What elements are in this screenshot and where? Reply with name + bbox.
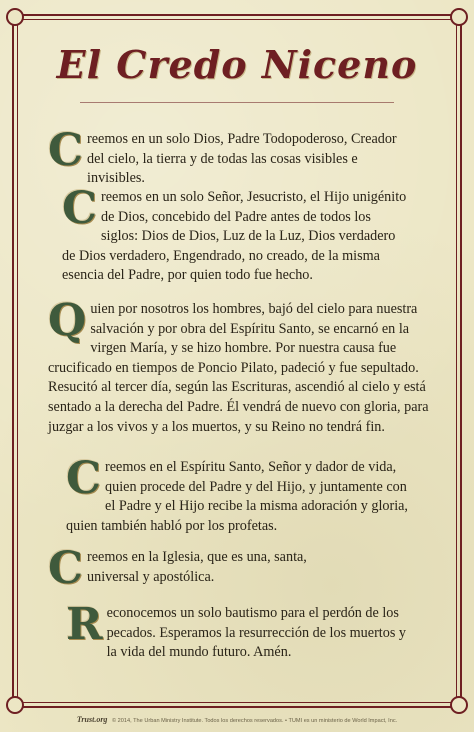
corner-ornament-icon <box>6 696 24 714</box>
paragraph-text: econocemos un solo bautismo para el perdón de los pecados. Esperamos la resurrección de los muertos y la vida del mundo futuro. Amén. <box>106 605 406 661</box>
creed-paragraph-5 <box>48 543 318 594</box>
title-divider <box>80 102 394 103</box>
dropcap-letter: C <box>62 183 98 234</box>
dropcap-letter: Q <box>48 295 87 346</box>
page-title: El Credo Niceno <box>56 42 418 87</box>
creed-paragraph-6 <box>66 599 414 663</box>
creed-paragraph-4 <box>66 453 414 536</box>
corner-ornament-icon <box>450 8 468 26</box>
dropcap-letter: C <box>48 125 84 176</box>
copyright-text: © 2014, The Urban Ministry Institute. Todos los derechos reservados. • TUMI es un ministerio de World Impact, Inc. <box>112 718 398 724</box>
paragraph-text: reemos en el Espíritu Santo, Señor y dador de vida, quien procede del Padre y del Hijo, y juntamente con el Padre y el Hijo recibe la misma adoración y gloria, quien también habló por los profetas. <box>66 459 408 534</box>
paragraph-text: uien por nosotros los hombres, bajó del cielo para nuestra salvación y por obra del Espíritu Santo, se encarnó en la virgen María, y se hizo hombre. Por nuestra causa fue crucificado en tiempos de Poncio Pilato, padeció y fue sepultado. Resucitó al tercer día, según las Escrituras, ascendió al cielo y está sentado a la derecha del Padre. Él vendrá de nuevo con gloria, para juzgar a los vivos y a los muertos, y su Reino no tendrá fin. <box>48 301 429 435</box>
dropcap-letter: R <box>66 599 103 650</box>
corner-ornament-icon <box>6 8 24 26</box>
paragraph-text: reemos en la Iglesia, que es una, santa, universal y apostólica. <box>87 549 307 585</box>
dropcap-letter: C <box>48 543 84 594</box>
creed-paragraph-2 <box>62 183 408 286</box>
creed-paragraph-1 <box>48 125 408 189</box>
corner-ornament-icon <box>450 696 468 714</box>
paragraph-text: reemos en un solo Señor, Jesucristo, el Hijo unigénito de Dios, concebido del Padre antes de todos los siglos: Dios de Dios, Luz de la Luz, Dios verdadero de Dios verdadero, Engendrado, no creado, de la misma esencia del Padre, por quien todo fue hecho. <box>62 189 407 284</box>
creed-paragraph-3 <box>48 295 430 437</box>
dropcap-letter: C <box>66 453 102 504</box>
publisher-logo: Trust.org <box>76 715 108 724</box>
footer-credits <box>0 715 474 724</box>
paragraph-text: reemos en un solo Dios, Padre Todopoderoso, Creador del cielo, la tierra y de todas las cosas visibles e invisibles. <box>87 131 397 187</box>
